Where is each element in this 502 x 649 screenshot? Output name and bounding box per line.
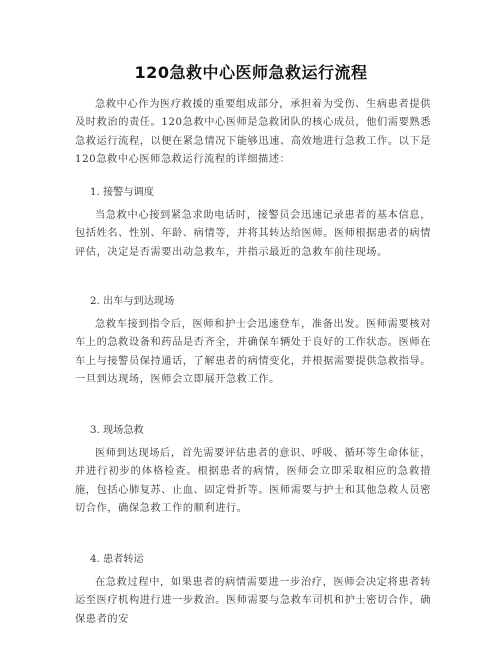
section-heading-4: 4. 患者转运	[90, 554, 144, 565]
section-body-3: 医师到达现场后，首先需要评估患者的意识、呼吸、循环等生命体征，并进行初步的体格检查。根据患者的病情，医师会立即采取相应的急救措施，包括心肺复苏、止血、固定骨折等。医师需要与护士和其他急救人员密切合作，确保急救工作的顺利进行。	[75, 448, 431, 515]
page-title: 120急救中心医师急救运行流程	[134, 63, 368, 82]
section-heading-2: 2. 出车与到达现场	[90, 296, 175, 307]
section-body-2: 急救车接到指令后，医师和护士会迅速登车，准备出发。医师需要核对车上的急救设备和药品是否齐全，并确保车辆处于良好的工作状态。医师在车上与接警员保持通话，了解患者的病情变化，并根据需要提供急救指导。一旦到达现场，医师会立即展开急救工作。	[75, 319, 431, 386]
section-heading-1: 1. 接警与调度	[90, 187, 154, 198]
section-body-1: 当急救中心接到紧急求助电话时，接警员会迅速记录患者的基本信息，包括姓名、性别、年龄、病情等，并将其转达给医师。医师根据患者的病情评估，决定是否需要出动急救车，并指示最近的急救车前往现场。	[75, 210, 431, 258]
section-heading-3: 3. 现场急救	[90, 425, 144, 436]
section-body-4: 在急救过程中，如果患者的病情需要进一步治疗，医师会决定将患者转运至医疗机构进行进一步救治。医师需要与急救车司机和护士密切合作，确保患者的安	[75, 577, 431, 625]
intro-paragraph: 急救中心作为医疗救援的重要组成部分，承担着为受伤、生病患者提供及时救治的责任。120急救中心医师是急救团队的核心成员，他们需要熟悉急救运行流程，以便在紧急情况下能够迅速、高效地进行急救工作。以下是120急救中心医师急救运行流程的详细描述：	[75, 99, 431, 166]
